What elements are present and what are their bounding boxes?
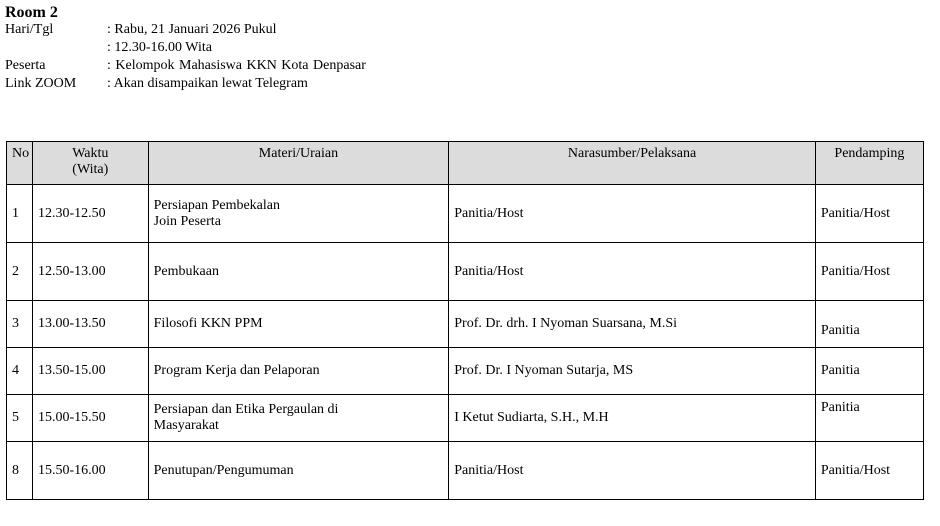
column-header-waktu-line2: (Wita) — [72, 162, 109, 177]
cell-waktu: 15.50-16.00 — [32, 442, 148, 500]
info-row-zoom-link — [5, 75, 605, 93]
cell-materi-line2: Join Peserta — [153, 213, 221, 229]
info-row-participants — [5, 57, 605, 75]
cell-pendamping: Panitia — [815, 395, 923, 442]
cell-materi-line1: Persiapan Pembekalan — [153, 197, 280, 213]
table-row — [7, 301, 924, 348]
column-header-waktu — [32, 142, 148, 185]
info-label: Hari/Tgl — [5, 22, 54, 37]
info-row-time — [5, 39, 605, 57]
cell-materi-line2: Masyarakat — [153, 418, 219, 433]
cell-pendamping: Panitia/Host — [815, 442, 923, 500]
cell-no: 2 — [7, 243, 33, 301]
cell-materi-line1: Persiapan dan Etika Pergaulan di — [153, 402, 339, 417]
column-header-pendamping: Pendamping — [815, 142, 923, 185]
cell-no: 3 — [7, 301, 33, 348]
cell-narasumber: Prof. Dr. drh. I Nyoman Suarsana, M.Si — [449, 301, 816, 348]
room-title: Room 2 — [5, 4, 58, 21]
cell-materi: Pembukaan — [148, 243, 449, 301]
cell-waktu: 15.00-15.50 — [32, 395, 148, 442]
document-header — [5, 5, 605, 93]
column-header-narasumber: Narasumber/Pelaksana — [449, 142, 816, 185]
info-value: : Akan disampaikan lewat Telegram — [107, 76, 308, 91]
table-row — [7, 348, 924, 395]
column-header-waktu-line1: Waktu — [72, 146, 109, 161]
cell-materi: Filosofi KKN PPM — [148, 301, 449, 348]
cell-narasumber: I Ketut Sudiarta, S.H., M.H — [449, 395, 816, 442]
cell-materi — [148, 185, 449, 243]
cell-pendamping: Panitia — [815, 348, 923, 395]
cell-waktu: 13.50-15.00 — [32, 348, 148, 395]
info-value: : 12.30-16.00 Wita — [107, 40, 212, 55]
cell-pendamping: Panitia — [815, 301, 923, 348]
info-row-date — [5, 21, 605, 39]
cell-waktu: 13.00-13.50 — [32, 301, 148, 348]
info-label: Peserta — [5, 58, 46, 73]
cell-pendamping: Panitia/Host — [815, 243, 923, 301]
cell-materi: Program Kerja dan Pelaporan — [148, 348, 449, 395]
info-value: : Rabu, 21 Januari 2026 Pukul — [107, 22, 277, 37]
cell-no: 1 — [7, 185, 33, 243]
cell-pendamping: Panitia/Host — [815, 185, 923, 243]
cell-waktu: 12.30-12.50 — [32, 185, 148, 243]
info-value: : Kelompok Mahasiswa KKN Kota Denpasar — [107, 58, 366, 73]
cell-narasumber: Panitia/Host — [449, 442, 816, 500]
column-header-materi: Materi/Uraian — [148, 142, 449, 185]
cell-no: 4 — [7, 348, 33, 395]
cell-narasumber: Panitia/Host — [449, 185, 816, 243]
cell-no: 8 — [7, 442, 33, 500]
info-label — [5, 39, 107, 57]
column-header-no: No — [7, 142, 33, 185]
cell-narasumber: Prof. Dr. I Nyoman Sutarja, MS — [449, 348, 816, 395]
table-header — [7, 142, 924, 185]
table-row — [7, 185, 924, 243]
cell-materi — [148, 395, 449, 442]
table-row — [7, 442, 924, 500]
header-row — [7, 142, 924, 185]
cell-narasumber: Panitia/Host — [449, 243, 816, 301]
cell-no: 5 — [7, 395, 33, 442]
cell-waktu: 12.50-13.00 — [32, 243, 148, 301]
table-row — [7, 395, 924, 442]
schedule-table — [6, 141, 924, 500]
cell-materi: Penutupan/Pengumuman — [148, 442, 449, 500]
info-label: Link ZOOM — [5, 76, 77, 91]
table-row — [7, 243, 924, 301]
